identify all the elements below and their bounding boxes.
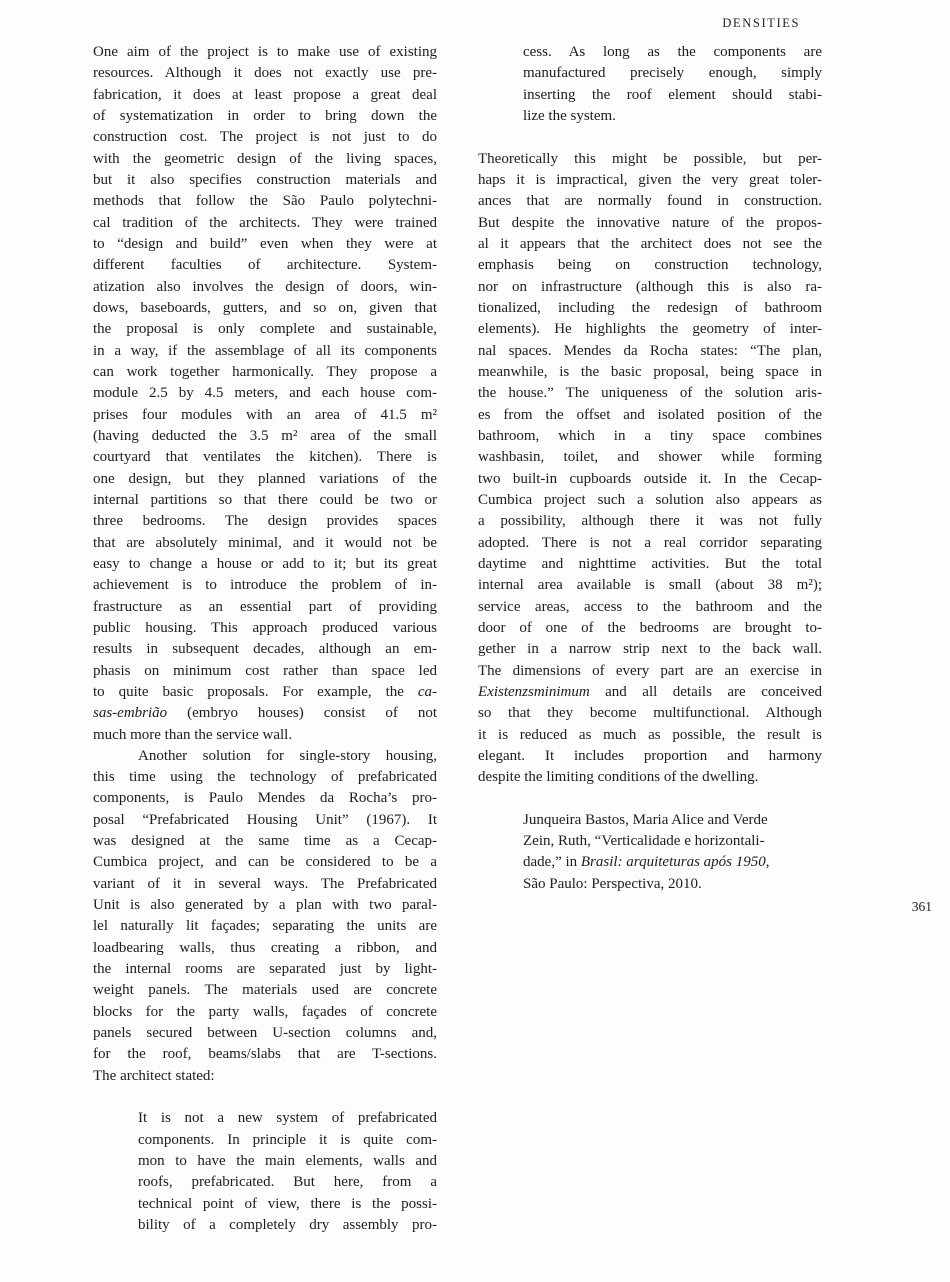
text-line: with the geometric design of the living spaces, (93, 150, 437, 167)
text-line: loadbearing walls, thus creating a ribbon, and (93, 939, 437, 956)
text-line: roofs, prefabricated. But here, from a (138, 1174, 437, 1191)
text-line: mon to have the main elements, walls and (138, 1153, 437, 1170)
text-line: easy to change a house or add to it; but its great (93, 555, 437, 572)
paragraph (93, 42, 437, 746)
text-line: Unit is also generated by a plan with two paral- (93, 897, 437, 914)
text-line: service areas, access to the bathroom and the (478, 598, 822, 615)
text-line: components. In principle it is quite com- (138, 1131, 437, 1148)
text-line: but it also specifies construction materials and (93, 171, 437, 188)
text-line: nor on infrastructure (although this is also ra- (478, 278, 822, 295)
text-line: The dimensions of every part are an exercise in (478, 662, 822, 679)
text-line: of systematization in order to bring down the (93, 107, 437, 124)
text-line: al it appears that the architect does not see the (478, 235, 822, 252)
text-line: a possibility, although there it was not fully (478, 513, 822, 530)
text-line: emphasis being on construction technology, (478, 257, 822, 274)
text-line: was designed at the same time as a Cecap- (93, 833, 437, 850)
text-line: three bedrooms. The design provides spaces (93, 513, 437, 530)
text-line: (having deducted the 3.5 m² area of the small (93, 427, 437, 444)
text-line: it is reduced as much as possible, the result is (478, 726, 822, 743)
text-line: posal “Prefabricated Housing Unit” (1967). It (93, 811, 437, 828)
blockquote (138, 1108, 437, 1236)
text-line: panels secured between U-section columns and, (93, 1025, 437, 1042)
text-line: Another solution for single-story housing, (138, 747, 437, 764)
text-line: to “design and build” even when they were at (93, 235, 437, 252)
text-line: es from the offset and isolated position of the (478, 406, 822, 423)
text-line: Cumbica project, and can be considered to be a (93, 854, 437, 871)
text-line: that are absolutely minimal, and it would not be (93, 534, 437, 551)
text-line: Theoretically this might be possible, but per- (478, 150, 822, 167)
text-line: washbasin, toilet, and shower while forming (478, 449, 822, 466)
text-line: cal tradition of the architects. They were trained (93, 214, 437, 231)
italic-text: sas-embrião (93, 705, 168, 722)
text-line: achievement is to introduce the problem of in- (93, 577, 437, 594)
text-line: São Paulo: Perspectiva, 2010. (523, 875, 702, 892)
text-line: module 2.5 by 4.5 meters, and each house com- (93, 385, 437, 402)
text-line: methods that follow the São Paulo polytechni- (93, 193, 437, 210)
blockquote (523, 42, 822, 127)
text-line: cess. As long as the components are (523, 44, 822, 60)
text-line: blocks for the party walls, façades of concrete (93, 1003, 437, 1020)
text-line: But despite the innovative nature of the propos- (478, 214, 822, 231)
text-line: Cumbica project such a solution also appears as (478, 491, 822, 508)
text-line: bathroom, which in a tiny space combines (478, 427, 822, 444)
text-line-rich: Existenzsminimum and all details are conceived (478, 683, 822, 700)
text-line: the proposal is only complete and sustainable, (93, 321, 437, 338)
italic-text: Brasil: arquiteturas após 1950 (580, 854, 766, 871)
text-line: one design, but they planned variations of the (93, 470, 437, 487)
text-line: despite the limiting conditions of the dwelling. (478, 769, 759, 786)
citation (523, 810, 822, 895)
text-line: this time using the technology of prefabricated (93, 769, 437, 786)
text-line: results in subsequent decades, although an em- (93, 641, 437, 658)
text-line: internal partitions so that there could be two or (93, 491, 437, 508)
text-line: construction cost. The project is not just to do (93, 129, 437, 146)
text-line: elegant. It includes proportion and harmony (478, 747, 822, 764)
text-line: tionalized, including the redesign of bathroom (478, 299, 822, 316)
text-line: gether in a narrow strip next to the back wall. (478, 641, 822, 658)
text-line: much more than the service wall. (93, 726, 293, 743)
text-line: haps it is impractical, given the very great toler- (478, 171, 822, 188)
text-line: phasis on minimum cost rather than space led (93, 662, 437, 679)
text-line: different faculties of architecture. System- (93, 257, 437, 274)
paragraph (93, 746, 437, 1087)
text-line: atization also involves the design of doors, win- (93, 278, 437, 295)
text-line: elements). He highlights the geometry of inter- (478, 321, 822, 338)
text-line: Zein, Ruth, “Verticalidade e horizontali- (523, 833, 765, 850)
text-line-rich: dade,” in Brasil: arquiteturas após 1950, (523, 854, 770, 871)
text-line: inserting the roof element should stabi- (523, 86, 822, 103)
text-line: so that they become multifunctional. Although (478, 705, 822, 722)
text-line: daytime and nighttime activities. But the total (478, 555, 822, 572)
text-line: prises four modules with an area of 41.5 m² (93, 406, 437, 423)
text-line: The architect stated: (93, 1067, 215, 1084)
text-line: lel naturally lit façades; separating the units are (93, 918, 437, 935)
text-line: door of one of the bedrooms are brought to- (478, 619, 822, 636)
text-line: manufactured precisely enough, simply (523, 65, 822, 82)
text-line: meanwhile, is the basic proposal, being space in (478, 363, 822, 380)
text-line: It is not a new system of prefabricated (138, 1110, 437, 1127)
text-line: courtyard that ventilates the kitchen). There is (93, 449, 437, 466)
text-line-rich: to quite basic proposals. For example, the ca- (93, 683, 437, 700)
text-line: can work together harmonically. They propose a (93, 363, 437, 380)
text-line: in a way, if the assemblage of all its components (93, 342, 437, 359)
right-column (478, 42, 822, 895)
text-line: nal spaces. Mendes da Rocha states: “The plan, (478, 342, 822, 359)
text-line: the house.” The uniqueness of the solution aris- (478, 385, 822, 402)
text-line: fabrication, it does at least propose a great deal (93, 86, 437, 103)
left-column (93, 42, 437, 1236)
text-line: bility of a completely dry assembly pro- (138, 1217, 437, 1234)
text-line: resources. Although it does not exactly use pre- (93, 65, 437, 82)
text-line: frastructure as an essential part of providing (93, 598, 437, 615)
text-line: two built-in cupboards outside it. In the Cecap- (478, 470, 822, 487)
text-line: Junqueira Bastos, Maria Alice and Verde (523, 811, 768, 828)
text-line: the internal rooms are separated just by light- (93, 961, 437, 978)
text-line: for the roof, beams/slabs that are T-sections. (93, 1046, 437, 1063)
running-header: DENSITIES (722, 16, 800, 30)
text-line-rich: sas-embrião (embryo houses) consist of not (93, 705, 437, 722)
italic-text: ca- (417, 683, 437, 700)
text-line: components, is Paulo Mendes da Rocha’s pro- (93, 790, 437, 807)
text-line: dows, baseboards, gutters, and so on, given that (93, 299, 437, 316)
italic-text: Existenzsminimum (478, 683, 590, 700)
text-line: public housing. This approach produced various (93, 619, 437, 636)
text-line: ances that are normally found in construction. (478, 193, 822, 210)
paragraph (478, 149, 822, 789)
text-line: variant of it in several ways. The Prefabricated (93, 875, 437, 892)
text-line: internal area available is small (about 38 m²); (478, 577, 822, 594)
page-number: 361 (911, 899, 932, 914)
text-line: lize the system. (523, 107, 616, 124)
text-line: One aim of the project is to make use of existing (93, 44, 437, 60)
text-line: weight panels. The materials used are concrete (93, 982, 437, 999)
text-line: adopted. There is not a real corridor separating (478, 534, 822, 551)
text-line: technical point of view, there is the possi- (138, 1195, 437, 1212)
